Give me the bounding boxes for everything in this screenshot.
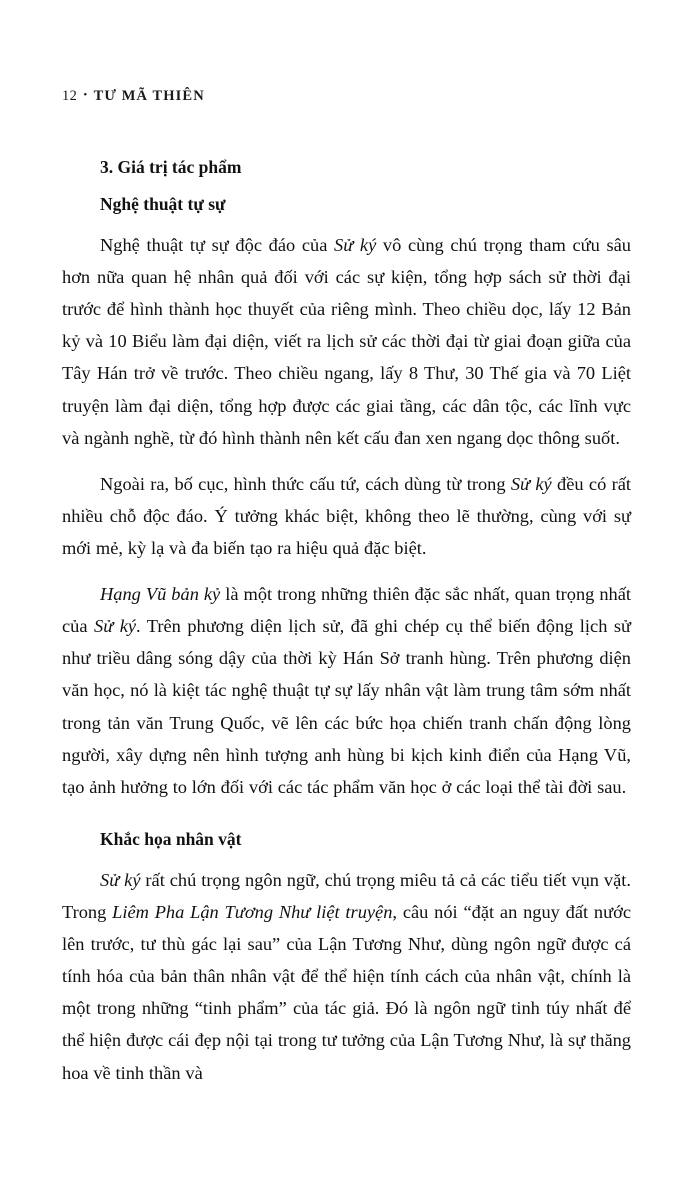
body-block-one: [62, 229, 631, 803]
paragraph: [62, 864, 631, 1089]
page-number: 12: [62, 88, 78, 104]
body-block-two: [62, 864, 631, 1089]
paragraph: [62, 468, 631, 564]
running-head: [62, 88, 631, 105]
text-run: rất chú trọng ngôn ngữ, chú trọng miêu tả cả các tiểu tiết vụn vặt. Trong: [62, 869, 632, 922]
subheading-narrative-art: Nghệ thuật tự sự: [100, 194, 226, 214]
italic-title: Sử ký: [100, 869, 141, 890]
italic-title: Sử ký: [334, 235, 377, 255]
text-run: , câu nói “đặt an nguy đất nước lên trước, tư thù gác lại sau” của Lận Tương Như, dùng ngôn ngữ được cá tính hóa của bản thân nhân vật để thể hiện tính cách của nhân vật, chính là một trong những “tinh phẩm” của tác giả. Đó là ngôn ngữ tinh túy nhất để thể hiện được cái đẹp nội tại trong tư tưởng của Lận Tương Như, là sự thăng hoa về tinh thần và: [62, 901, 631, 1083]
subheading-character-portrayal: Khắc họa nhân vật: [100, 828, 242, 849]
section-heading: 3. Giá trị tác phẩm: [100, 157, 242, 177]
text-run: đều có rất nhiều chỗ độc đáo. Ý tưởng khác biệt, không theo lẽ thường, cùng với sự mới mẻ, kỳ lạ và đa biến tạo ra hiệu quả đặc biệt.: [62, 473, 631, 558]
text-run: Ngoài ra, bố cục, hình thức cấu tứ, cách dùng từ trong: [100, 473, 511, 494]
text-run: là một trong những thiên đặc sắc nhất, quan trọng nhất của: [62, 584, 631, 637]
italic-title: Hạng Vũ bản kỷ: [100, 584, 221, 605]
text-run: vô cùng chú trọng tham cứu sâu hơn nữa quan hệ nhân quả đối với các sự kiện, tổng hợp sách sử thời đại trước để hình thành học thuyết của riêng mình. Theo chiều dọc, lấy 12 Bản kỷ và 10 Biểu làm đại diện, viết ra lịch sử các thời đại từ giai đoạn giữa của Tây Hán trở về trước. Theo chiều ngang, lấy 8 Thư, 30 Thế gia và 70 Liệt truyện làm đại diện, tổng hợp được các giai tầng, các dân tộc, các lĩnh vực và ngành nghề, từ đó hình thành nên kết cấu đan xen ngang dọc thông suốt.: [62, 235, 631, 448]
book-title: TƯ MÃ THIÊN: [93, 88, 205, 104]
italic-title: Sử ký: [94, 616, 137, 637]
text-run: Nghệ thuật tự sự độc đáo của: [100, 235, 335, 255]
text-run: . Trên phương diện lịch sử, đã ghi chép cụ thể biến động lịch sử như triều dâng sóng dậy của thời kỳ Hán Sở tranh hùng. Trên phương diện văn học, nó là kiệt tác nghệ thuật tự sự lấy nhân vật làm trung tâm sớm nhất trong tản văn Trung Quốc, vẽ lên các bức họa chiến tranh chấn động lòng người, xây dựng nên hình tượng anh hùng bi kịch kinh điển của Hạng Vũ, tạo ảnh hưởng to lớn đối với các tác phẩm văn học ở các loại thể tài đời sau.: [62, 616, 631, 797]
italic-title: Sử ký: [510, 473, 552, 494]
italic-title: Liêm Pha Lận Tương Như liệt truyện: [112, 901, 393, 922]
running-head-separator: •: [83, 89, 88, 101]
paragraph: [62, 578, 631, 803]
paragraph: [62, 229, 631, 454]
